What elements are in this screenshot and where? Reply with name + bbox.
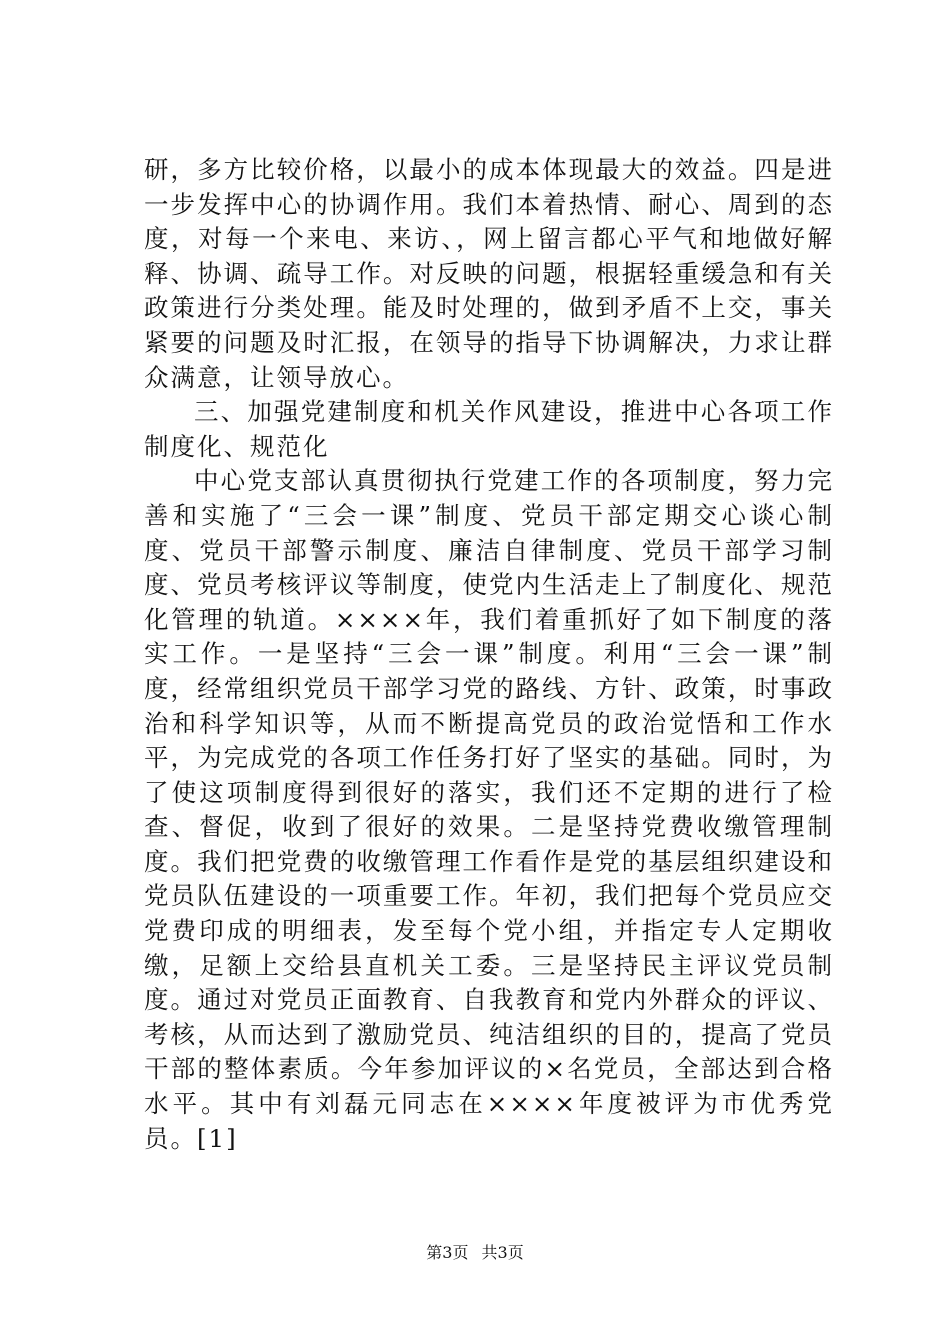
page-total: 共3页 [481,1243,524,1262]
paragraph-party-building: 中心党支部认真贯彻执行党建工作的各项制度，努力完善和实施了“三会一课”制度、党员干部定期交心谈心制度、党员干部警示制度、廉洁自律制度、党员干部学习制度、党员考核评议等制度，使党内生活走上了制度化、规范化管理的轨道。××××年，我们着重抓好了如下制度的落实工作。一是坚持“三会一课”制度。利用“三会一课”制度，经常组织党员干部学习党的路线、方针、政策，时事政治和科学知识等，从而不断提高党员的政治觉悟和工作水平，为完成党的各项工作任务打好了坚实的基础。同时，为了使这项制度得到很好的落实，我们还不定期的进行了检查、督促，收到了很好的效果。二是坚持党费收缴管理制度。我们把党费的收缴管理工作看作是党的基层组织建设和党员队伍建设的一项重要工作。年初，我们把每个党员应交党费印成的明细表，发至每个党小组，并指定专人定期收缴，足额上交给县直机关工委。三是坚持民主评议党员制度。通过对党员正面教育、自我教育和党内外群众的评议、考核，从而达到了激励党员、纯洁组织的目的，提高了党员干部的整体素质。今年参加评议的×名党员，全部达到合格水平。其中有刘磊元同志在××××年度被评为市优秀党员。[1] [144,466,834,1153]
page-footer [0,1243,950,1263]
section-heading: 三、加强党建制度和机关作风建设，推进中心各项工作制度化、规范化 [144,397,834,461]
page-number: 第3页 [426,1243,469,1262]
document-body [144,153,834,1156]
paragraph-continuation: 研，多方比较价格，以最小的成本体现最大的效益。四是进一步发挥中心的协调作用。我们本着热情、耐心、周到的态度，对每一个来电、来访、，网上留言都心平气和地做好解释、协调、疏导工作。对反映的问题，根据轻重缓急和有关政策进行分类处理。能及时处理的，做到矛盾不上交，事关紧要的问题及时汇报，在领导的指导下协调解决，力求让群众满意，让领导放心。 [144,155,834,392]
